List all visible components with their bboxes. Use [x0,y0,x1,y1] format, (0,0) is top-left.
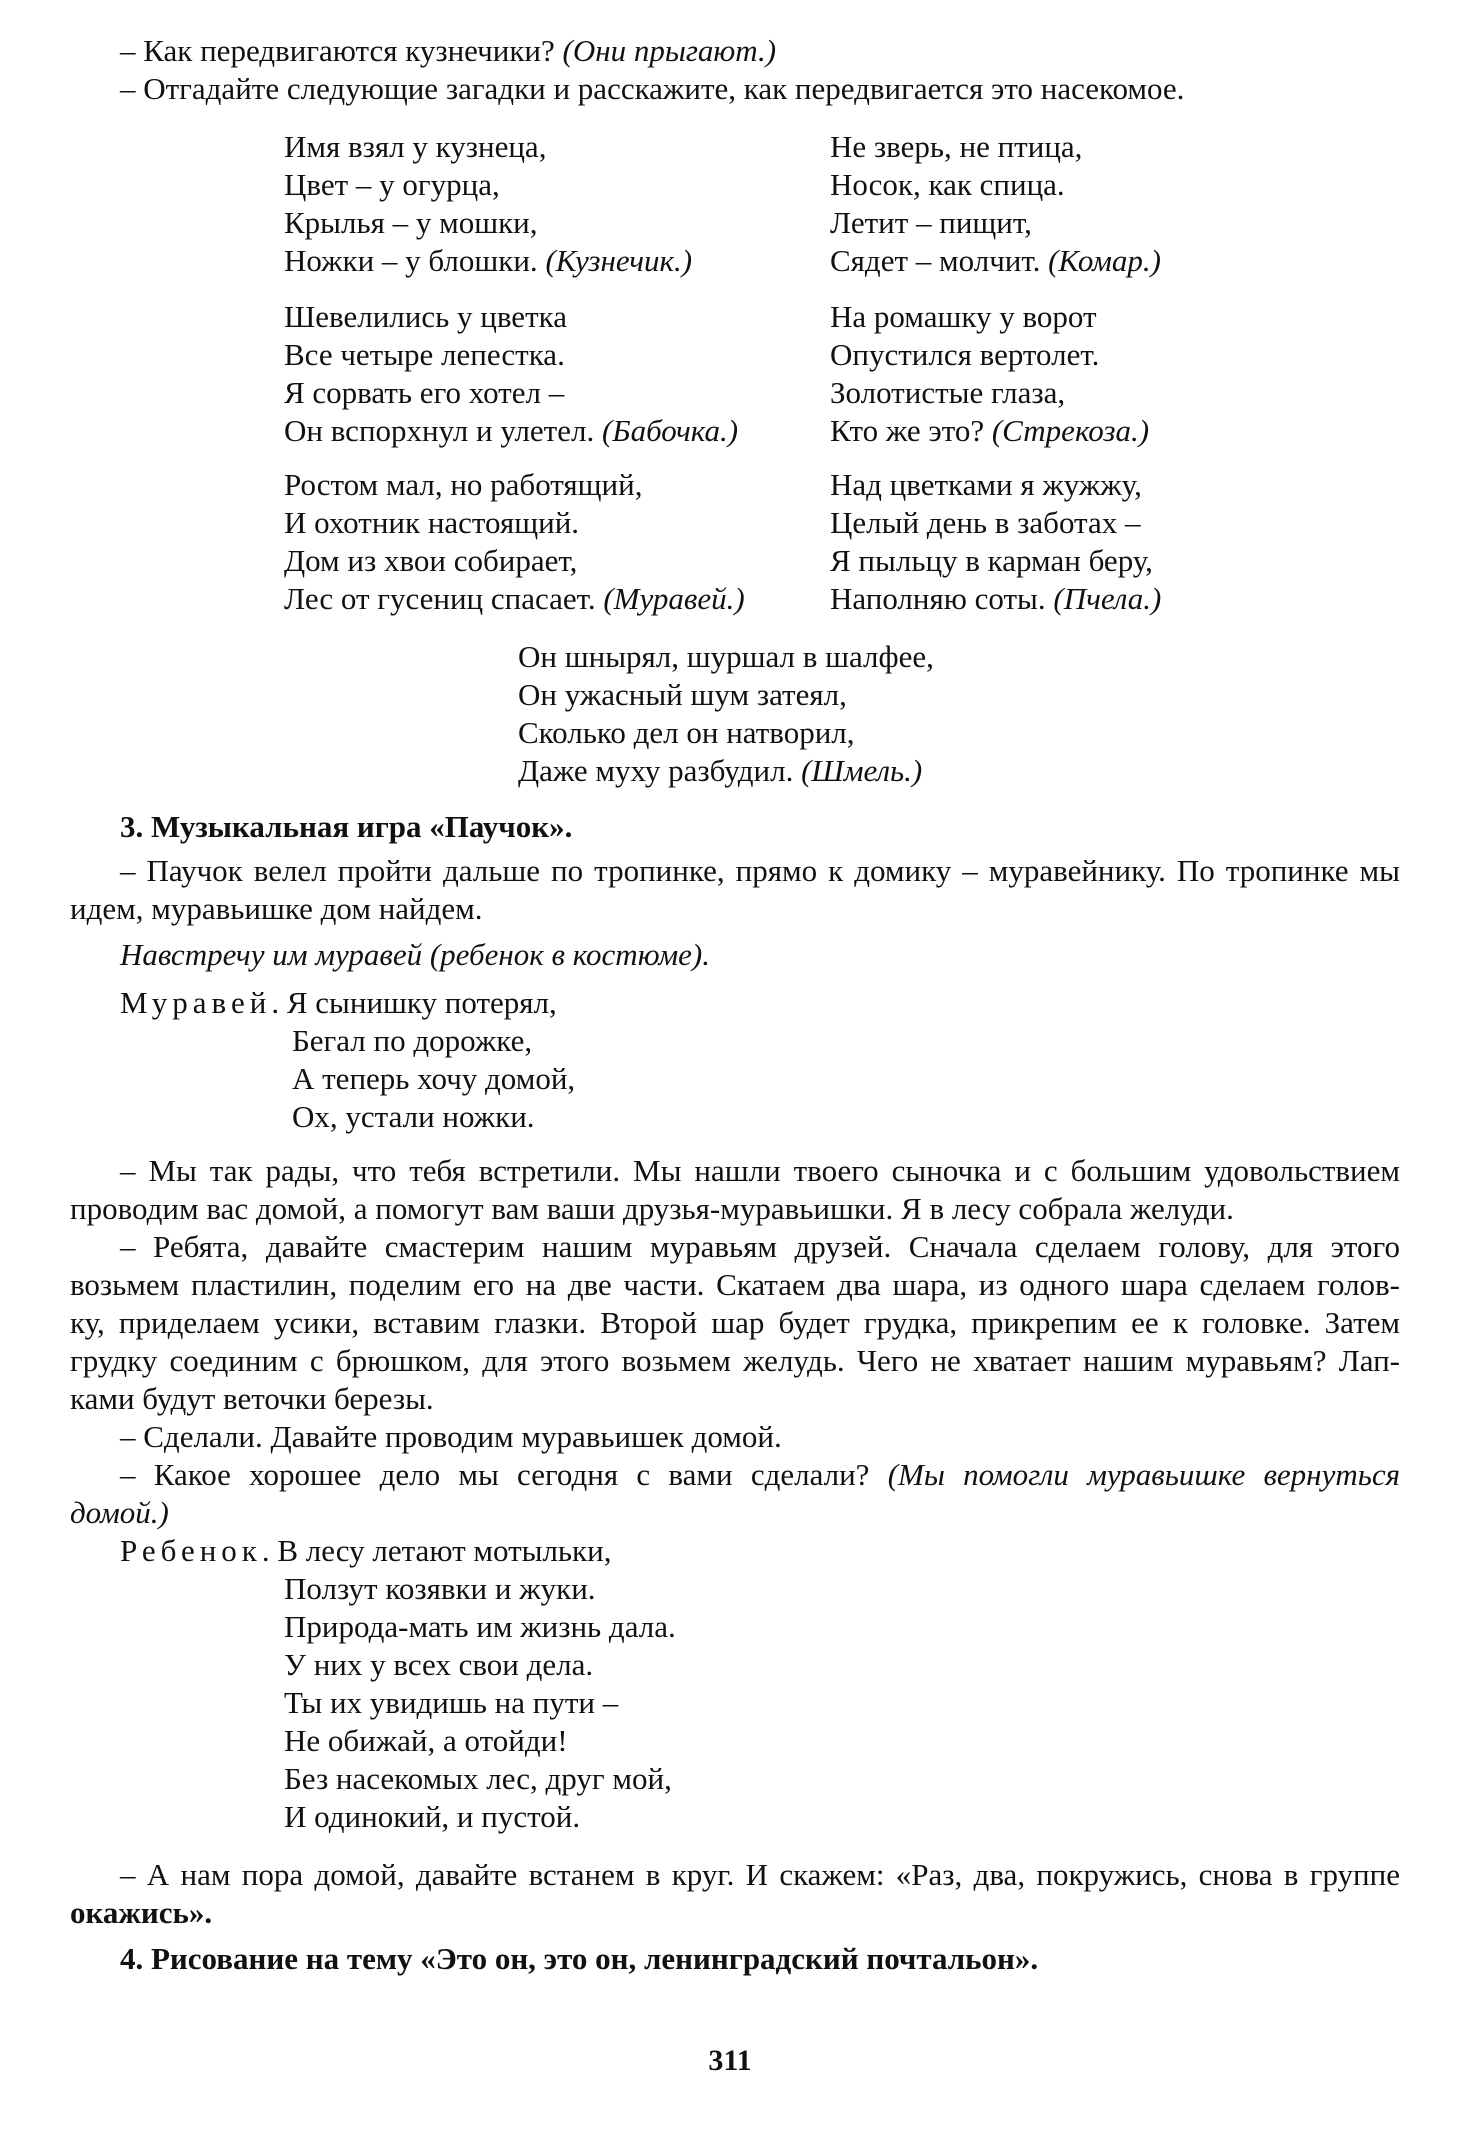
riddle-line: Он ужасный шум затеял, [518,677,847,712]
riddle-line-text: Сядет – молчит. [830,243,1049,278]
riddle-line: Крылья – у мошки, [284,205,538,240]
riddle-line-last [830,242,1161,280]
riddle-answer: (Комар.) [1048,243,1161,278]
speech-line: Я сынишку потерял, [286,985,557,1020]
page-number: 311 [708,2044,752,2077]
ant-speech-first-line [120,984,557,1022]
riddle-line-last [830,580,1161,618]
section-3-paragraph-6 [70,1856,1400,1932]
riddle-line: Не зверь, не птица, [830,129,1083,164]
riddle-line: Летит – пищит, [830,205,1032,240]
section-3-paragraph-1 [70,852,1400,928]
intro-question-2: – Отгадайте следующие загадки и расскажите, как передвигается это насекомое. [120,71,1185,106]
intro-question-1 [120,32,776,70]
riddle-line: Я сорвать его хотел – [284,375,565,410]
stage-direction [120,936,710,974]
paragraph-line: – А нам пора домой, давайте встанем в круг. И скажем: «Раз, два, покружись, снова в группе [120,1857,1400,1892]
riddle-line-text: Наполняю соты. [830,581,1054,616]
riddle-line-text: Даже муху разбудил. [518,753,802,788]
speech-line: Ох, устали ножки. [292,1099,535,1134]
riddle-line: Сколько дел он натворил, [518,715,855,750]
speaker-separator: . [261,1533,278,1568]
paragraph-line: – Паучок велел пройти дальше по тропинке, прямо к домику – муравейнику. По тропинке мы [120,853,1400,888]
riddle-line: Шевелились у цветка [284,299,567,334]
riddle-line-last [518,752,922,790]
speaker-name: Муравей [120,985,272,1020]
riddle-line: На ромашку у ворот [830,299,1097,334]
riddle-line: Дом из хвои собирает, [284,543,578,578]
paragraph-line: ками будут веточки березы. [70,1381,434,1416]
riddle-line: Опустился вертолет. [830,337,1100,372]
riddle-line-text: Кто же это? [830,413,992,448]
riddle-line-last [284,412,738,450]
speech-line: А теперь хочу домой, [292,1061,576,1096]
paragraph-line: – Мы так рады, что тебя встретили. Мы нашли твоего сыночка и с большим удовольствием [120,1153,1400,1188]
riddle-line: Он шнырял, шуршал в шалфее, [518,639,934,674]
speech-line: Без насекомых лес, друг мой, [284,1761,672,1796]
speech-line: У них у всех свои дела. [284,1647,594,1682]
riddle-answer: (Муравей.) [603,581,745,616]
riddle-line: Я пыльцу в карман беру, [830,543,1153,578]
riddle-line: Носок, как спица. [830,167,1065,202]
paragraph-line [70,1456,1400,1494]
riddle-line: Цвет – у огурца, [284,167,500,202]
riddle-answer: (Пчела.) [1053,581,1162,616]
speaker-name: Ребенок [120,1533,262,1568]
riddle-line: Все четыре лепестка. [284,337,565,372]
riddle-line-text: Он вспорхнул и улетел. [284,413,602,448]
paragraph-answer: (Мы помогли муравьишке вернуться [887,1457,1400,1492]
riddle-answer: (Кузнечик.) [545,243,693,278]
paragraph-line: окажись». [70,1895,213,1930]
speech-line: Природа-мать им жизнь дала. [284,1609,676,1644]
riddle-line-text: Ножки – у блошки. [284,243,546,278]
section-3-paragraph-2 [70,1152,1400,1228]
paragraph-line: ку, приделаем усики, вставим глазки. Второй шар будет грудка, прикрепим ее к головке. Затем [70,1305,1400,1340]
riddle-answer: (Шмель.) [801,753,923,788]
section-3-heading: 3. Музыкальная игра «Паучок». [120,809,573,844]
riddle-answer: (Бабочка.) [601,413,739,448]
riddle-line: И охотник настоящий. [284,505,580,540]
speech-line: И одинокий, и пустой. [284,1799,581,1834]
riddle-line: Над цветками я жужжу, [830,467,1142,502]
paragraph-line: – Ребята, давайте смастерим нашим муравьям друзей. Сначала сделаем голову, для этого [120,1229,1400,1264]
intro-question-text: – Как передвигаются кузнечики? [120,33,563,68]
paragraph-line: грудку соединим с брюшком, для этого возьмем желудь. Чего не хватает нашим муравьям? Лап- [70,1343,1400,1378]
riddle-line: Ростом мал, но работящий, [284,467,643,502]
section-3-paragraph-5 [70,1456,1400,1532]
speaker-separator: . [271,985,287,1020]
riddle-line-text: Лес от гусениц спасает. [284,581,604,616]
paragraph-line [70,1494,1400,1532]
speech-line: Ползут козявки и жуки. [284,1571,596,1606]
stage-direction-text: Навстречу им муравей (ребенок в костюме). [120,937,710,972]
section-4-heading: 4. Рисование на тему «Это он, это он, ленинградский почтальон». [120,1941,1039,1976]
riddle-line: Золотистые глаза, [830,375,1066,410]
riddle-answer: (Стрекоза.) [991,413,1150,448]
paragraph-answer: домой.) [70,1495,169,1530]
riddle-line-last [830,412,1149,450]
riddle-line-last [284,580,745,618]
paragraph-text: – Какое хорошее дело мы сегодня с вами сделали? [120,1457,888,1492]
paragraph-line: проводим вас домой, а помогут вам ваши друзья-муравьишки. Я в лесу собрала желуди. [70,1191,1234,1226]
riddle-line: Целый день в заботах – [830,505,1141,540]
speech-line: В лесу летают мотыльки, [277,1533,612,1568]
paragraph-line: возьмем пластилин, поделим его на две части. Скатаем два шара, из одного шара сделаем голов- [70,1267,1400,1302]
section-3-paragraph-3 [70,1228,1400,1418]
section-3-paragraph-4: – Сделали. Давайте проводим муравьишек домой. [120,1419,782,1454]
speech-line: Бегал по дорожке, [292,1023,533,1058]
riddle-line-last [284,242,692,280]
child-speech-first-line [120,1532,611,1570]
riddle-line: Имя взял у кузнеца, [284,129,547,164]
speech-line: Не обижай, а отойди! [284,1723,568,1758]
speech-line: Ты их увидишь на пути – [284,1685,619,1720]
intro-question-answer: (Они прыгают.) [562,33,777,68]
paragraph-line: идем, муравьишке дом найдем. [70,891,483,926]
